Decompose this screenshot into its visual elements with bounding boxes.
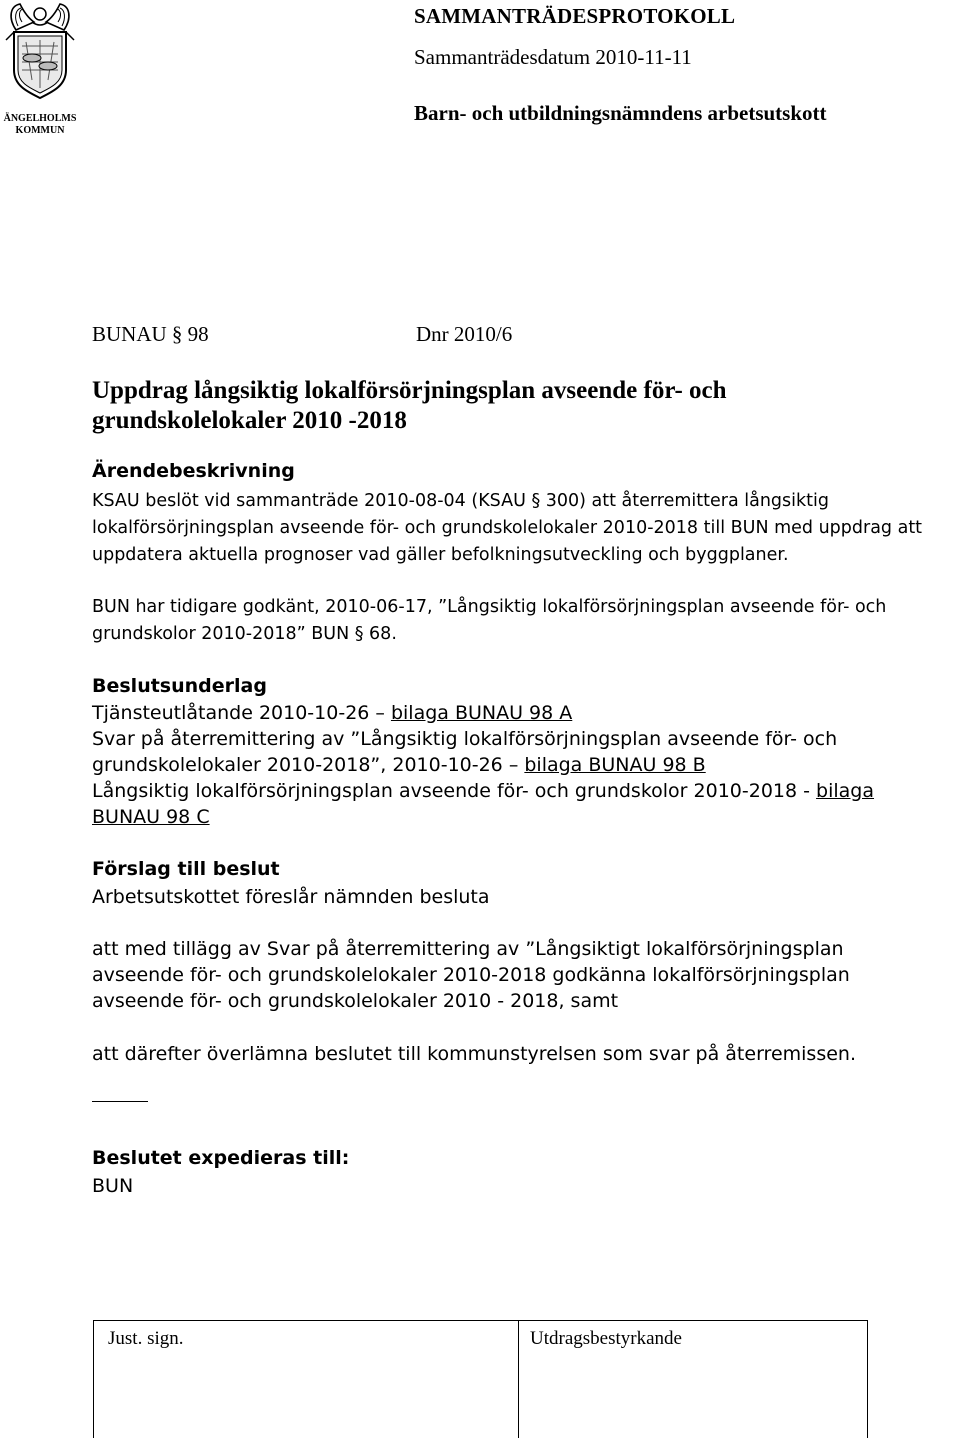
protocol-title: SAMMANTRÄDESPROTOKOLL: [414, 4, 736, 28]
section-heading-arendebeskrivning: Ärendebeskrivning: [92, 460, 295, 482]
divider: [92, 1101, 148, 1102]
section-heading-expedieras: Beslutet expedieras till:: [92, 1147, 350, 1169]
section-heading-beslutsunderlag: Beslutsunderlag: [92, 675, 267, 697]
underlag-item-text: Långsiktig lokalförsörjningsplan avseende för- och grundskolor 2010-2018 -: [92, 780, 817, 802]
meeting-date: Sammanträdesdatum 2010-11-11: [414, 45, 692, 69]
forslag-intro: Arbetsutskottet föreslår nämnden besluta: [92, 886, 490, 908]
decision-clause-1: att med tillägg av Svar på återremittering av ”Långsiktigt lokalförsörjningsplan avseende för- och grundskolelokaler 2010-2018 godkänna lokalförsörjningsplan avseende för- och grundskolelokaler 2010 - 2018, samt: [92, 938, 850, 1012]
attachment-link-c[interactable]: bilaga BUNAU 98 C: [92, 780, 875, 828]
beslutsunderlag-list: [92, 700, 932, 830]
signature-divider: [518, 1320, 519, 1438]
bun-previous-approval-paragraph: BUN har tidigare godkänt, 2010-06-17, ”Långsiktig lokalförsörjningsplan avseende för- och grundskolor 2010-2018” BUN § 68.: [92, 597, 887, 644]
underlag-item: [92, 778, 932, 830]
underlag-item-text: Svar på återremittering av ”Långsiktig lokalförsörjningsplan avseende för- och grundskolelokaler 2010-2018”, 2010-10-26 –: [92, 728, 838, 776]
underlag-item: [92, 726, 932, 778]
coat-of-arms-icon: [2, 0, 78, 142]
underlag-item-text: Tjänsteutlåtande 2010-10-26 –: [92, 702, 391, 724]
svg-text:KOMMUN: KOMMUN: [15, 125, 65, 136]
angelholm-coat-of-arms-logo: [2, 0, 78, 142]
case-number: BUNAU § 98: [92, 322, 209, 346]
svg-text:ÄNGELHOLMS: ÄNGELHOLMS: [3, 113, 77, 124]
attachment-link-b[interactable]: bilaga BUNAU 98 B: [524, 754, 706, 776]
underlag-item: [92, 700, 932, 726]
signature-box: [93, 1320, 868, 1438]
arendebeskrivning-paragraph: KSAU beslöt vid sammanträde 2010-08-04 (KSAU § 300) att återremittera långsiktig lokalförsörjningsplan avseende för- och grundskolelokaler 2010-2018 till BUN med uppdrag att uppdatera aktuella prognoser vad gäller befolkningsutveckling och byggplaner.: [92, 491, 923, 565]
section-heading-forslag: Förslag till beslut: [92, 858, 280, 880]
organization-name: Barn- och utbildningsnämndens arbetsutskott: [414, 101, 827, 125]
decision-clause-2: att därefter överlämna beslutet till kommunstyrelsen som svar på återremissen.: [92, 1043, 856, 1065]
utdragsbestyrkande-label: Utdragsbestyrkande: [530, 1328, 682, 1349]
diary-number: Dnr 2010/6: [416, 322, 513, 346]
expedieras-recipient: BUN: [92, 1175, 134, 1197]
page-title: Uppdrag långsiktig lokalförsörjningsplan avseende för- och grundskolelokaler 2010 -2018: [92, 377, 727, 434]
just-sign-label: Just. sign.: [108, 1328, 184, 1349]
attachment-link-a[interactable]: bilaga BUNAU 98 A: [390, 702, 573, 724]
